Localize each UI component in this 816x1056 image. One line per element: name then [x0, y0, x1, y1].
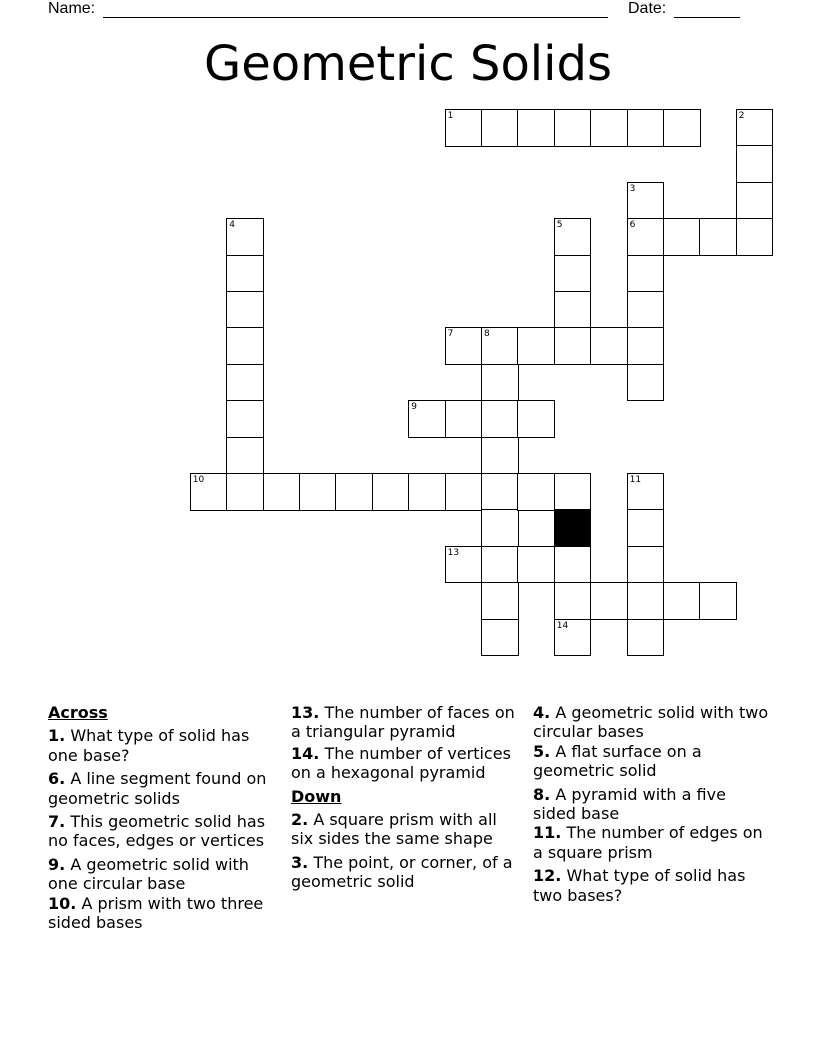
clue-number: 10. [48, 893, 77, 913]
clue-text: The number of faces on a triangular pyramid [291, 703, 515, 742]
grid-cell[interactable] [627, 364, 665, 402]
clue-number: 14. [291, 743, 320, 763]
grid-cell[interactable] [554, 109, 592, 147]
grid-cell[interactable] [663, 109, 701, 147]
grid-cell[interactable] [627, 619, 665, 657]
grid-cell[interactable] [554, 255, 592, 293]
grid-cell[interactable] [627, 255, 665, 293]
clue-down-4 [533, 703, 773, 742]
clue-number: 13. [291, 703, 320, 722]
grid-cell[interactable] [699, 218, 737, 256]
clue-text: What type of solid has two bases? [533, 866, 746, 905]
clue-number-label: 4 [229, 220, 235, 231]
clue-across-9 [48, 855, 280, 894]
clue-down-5 [533, 742, 773, 781]
grid-cell[interactable] [226, 291, 264, 329]
grid-cell[interactable] [481, 473, 519, 511]
grid-cell[interactable] [627, 546, 665, 584]
grid-cell[interactable] [590, 582, 628, 620]
clue-number: 2. [291, 810, 309, 830]
clue-number: 6. [48, 769, 66, 789]
grid-cell[interactable] [445, 546, 483, 584]
grid-cell[interactable] [627, 509, 665, 547]
grid-cell[interactable] [408, 400, 446, 438]
clue-number: 4. [533, 703, 551, 722]
clue-across-14 [291, 744, 523, 783]
grid-cell[interactable] [226, 473, 264, 511]
clue-number-label: 9 [411, 402, 417, 413]
grid-cell[interactable] [372, 473, 410, 511]
grid-cell[interactable] [481, 364, 519, 402]
grid-cell[interactable] [481, 400, 519, 438]
clue-text: The number of vertices on a hexagonal pyramid [291, 743, 511, 783]
grid-cell[interactable] [445, 400, 483, 438]
clue-text: A line segment found on geometric solids [48, 769, 267, 808]
grid-cell[interactable] [554, 327, 592, 365]
clue-number-label: 1 [447, 111, 454, 121]
down-heading: Down [291, 786, 342, 806]
grid-cell[interactable] [517, 327, 555, 365]
clue-down-2 [291, 810, 523, 849]
grid-cell[interactable] [190, 473, 228, 511]
clue-number-label: 3 [629, 183, 636, 194]
clue-text: A geometric solid with one circular base [48, 854, 249, 894]
clue-number: 1. [48, 726, 66, 746]
grid-cell[interactable] [627, 182, 665, 220]
grid-cell[interactable] [590, 109, 628, 147]
clue-number-label: 13 [447, 547, 460, 558]
grid-cell[interactable] [481, 619, 519, 657]
grid-cell[interactable] [699, 582, 737, 620]
grid-cell[interactable] [663, 582, 701, 620]
clue-number-label: 2 [738, 111, 745, 121]
clue-number-label: 11 [629, 475, 642, 485]
grid-cell[interactable] [226, 218, 264, 256]
clue-text: A prism with two three sided bases [48, 893, 264, 933]
clue-number-label: 10 [192, 475, 205, 485]
grid-cell[interactable] [627, 473, 665, 511]
grid-cell[interactable] [481, 546, 519, 584]
clue-number: 5. [533, 741, 551, 761]
clue-across-13 [291, 703, 523, 742]
clue-down-12 [533, 866, 773, 905]
grid-cell[interactable] [226, 400, 264, 438]
grid-cell[interactable] [554, 218, 592, 256]
clue-number-label: 6 [629, 220, 636, 231]
clue-across-10 [48, 894, 280, 933]
grid-cell[interactable] [517, 400, 555, 438]
clue-number-label: 7 [447, 329, 454, 340]
grid-cell[interactable] [481, 509, 519, 547]
clue-across-7 [48, 812, 280, 851]
grid-cell[interactable] [517, 546, 555, 584]
page-title: Geometric Solids [204, 36, 612, 92]
clue-number: 8. [533, 784, 551, 804]
clue-number: 3. [291, 852, 309, 872]
date-label: Date: [628, 0, 667, 17]
clue-text: A geometric solid with two circular bases [533, 703, 769, 742]
clue-text: A flat surface on a geometric solid [533, 741, 702, 781]
clue-column-1 [48, 703, 280, 936]
grid-cell[interactable] [481, 109, 519, 147]
grid-cell[interactable] [554, 291, 592, 329]
grid-cell[interactable] [299, 473, 337, 511]
grid-cell[interactable] [554, 473, 592, 511]
clue-number: 11. [533, 823, 562, 843]
grid-cell[interactable] [335, 473, 373, 511]
clue-number-label: 8 [484, 329, 490, 340]
grid-cell[interactable] [408, 473, 446, 511]
clue-text: A square prism with all six sides the same shape [291, 810, 497, 849]
grid-cell[interactable] [226, 437, 264, 475]
grid-cell[interactable] [627, 327, 665, 365]
grid-cell[interactable] [481, 327, 519, 365]
clue-column-2 [291, 703, 523, 896]
clue-number: 7. [48, 812, 66, 832]
grid-cell[interactable] [627, 218, 665, 256]
grid-cell[interactable] [445, 109, 483, 147]
black-square [554, 509, 592, 547]
grid-cell[interactable] [481, 582, 519, 620]
grid-cell[interactable] [263, 473, 301, 511]
grid-cell[interactable] [554, 619, 592, 657]
grid-cell[interactable] [663, 218, 701, 256]
clue-text: A pyramid with a five sided base [533, 784, 726, 824]
clue-column-3 [533, 703, 773, 909]
across-heading: Across [48, 703, 108, 722]
clue-text: What type of solid has one base? [48, 726, 250, 765]
clue-number-label: 5 [556, 220, 563, 231]
grid-cell[interactable] [736, 145, 774, 183]
clue-text: This geometric solid has no faces, edges or vertices [48, 812, 266, 851]
clue-number: 12. [533, 866, 562, 886]
grid-cell[interactable] [517, 473, 555, 511]
grid-cell[interactable] [226, 327, 264, 365]
grid-cell[interactable] [736, 218, 774, 256]
grid-cell[interactable] [554, 546, 592, 584]
grid-cell[interactable] [226, 255, 264, 293]
grid-cell[interactable] [736, 182, 774, 220]
clue-number-label: 12 [556, 511, 569, 522]
name-label: Name: [48, 0, 96, 17]
grid-cell[interactable] [627, 582, 665, 620]
clue-down-3 [291, 853, 523, 892]
clue-across-6 [48, 769, 280, 808]
grid-cell[interactable] [481, 437, 519, 475]
grid-cell[interactable] [517, 109, 555, 147]
clue-number: 9. [48, 854, 66, 874]
clue-text: The number of edges on a square prism [533, 823, 763, 862]
grid-cell[interactable] [736, 109, 774, 147]
clue-down-11 [533, 823, 773, 862]
clue-text: The point, or corner, of a geometric solid [291, 852, 513, 892]
clue-down-8 [533, 785, 773, 824]
clue-number-label: 14 [556, 620, 569, 631]
grid-cell[interactable] [226, 364, 264, 402]
grid-cell[interactable] [445, 327, 483, 365]
grid-cell[interactable] [627, 291, 665, 329]
grid-cell[interactable] [627, 109, 665, 147]
grid-cell[interactable] [590, 327, 628, 365]
grid-cell[interactable] [554, 582, 592, 620]
clue-across-1 [48, 726, 280, 765]
grid-cell[interactable] [445, 473, 483, 511]
